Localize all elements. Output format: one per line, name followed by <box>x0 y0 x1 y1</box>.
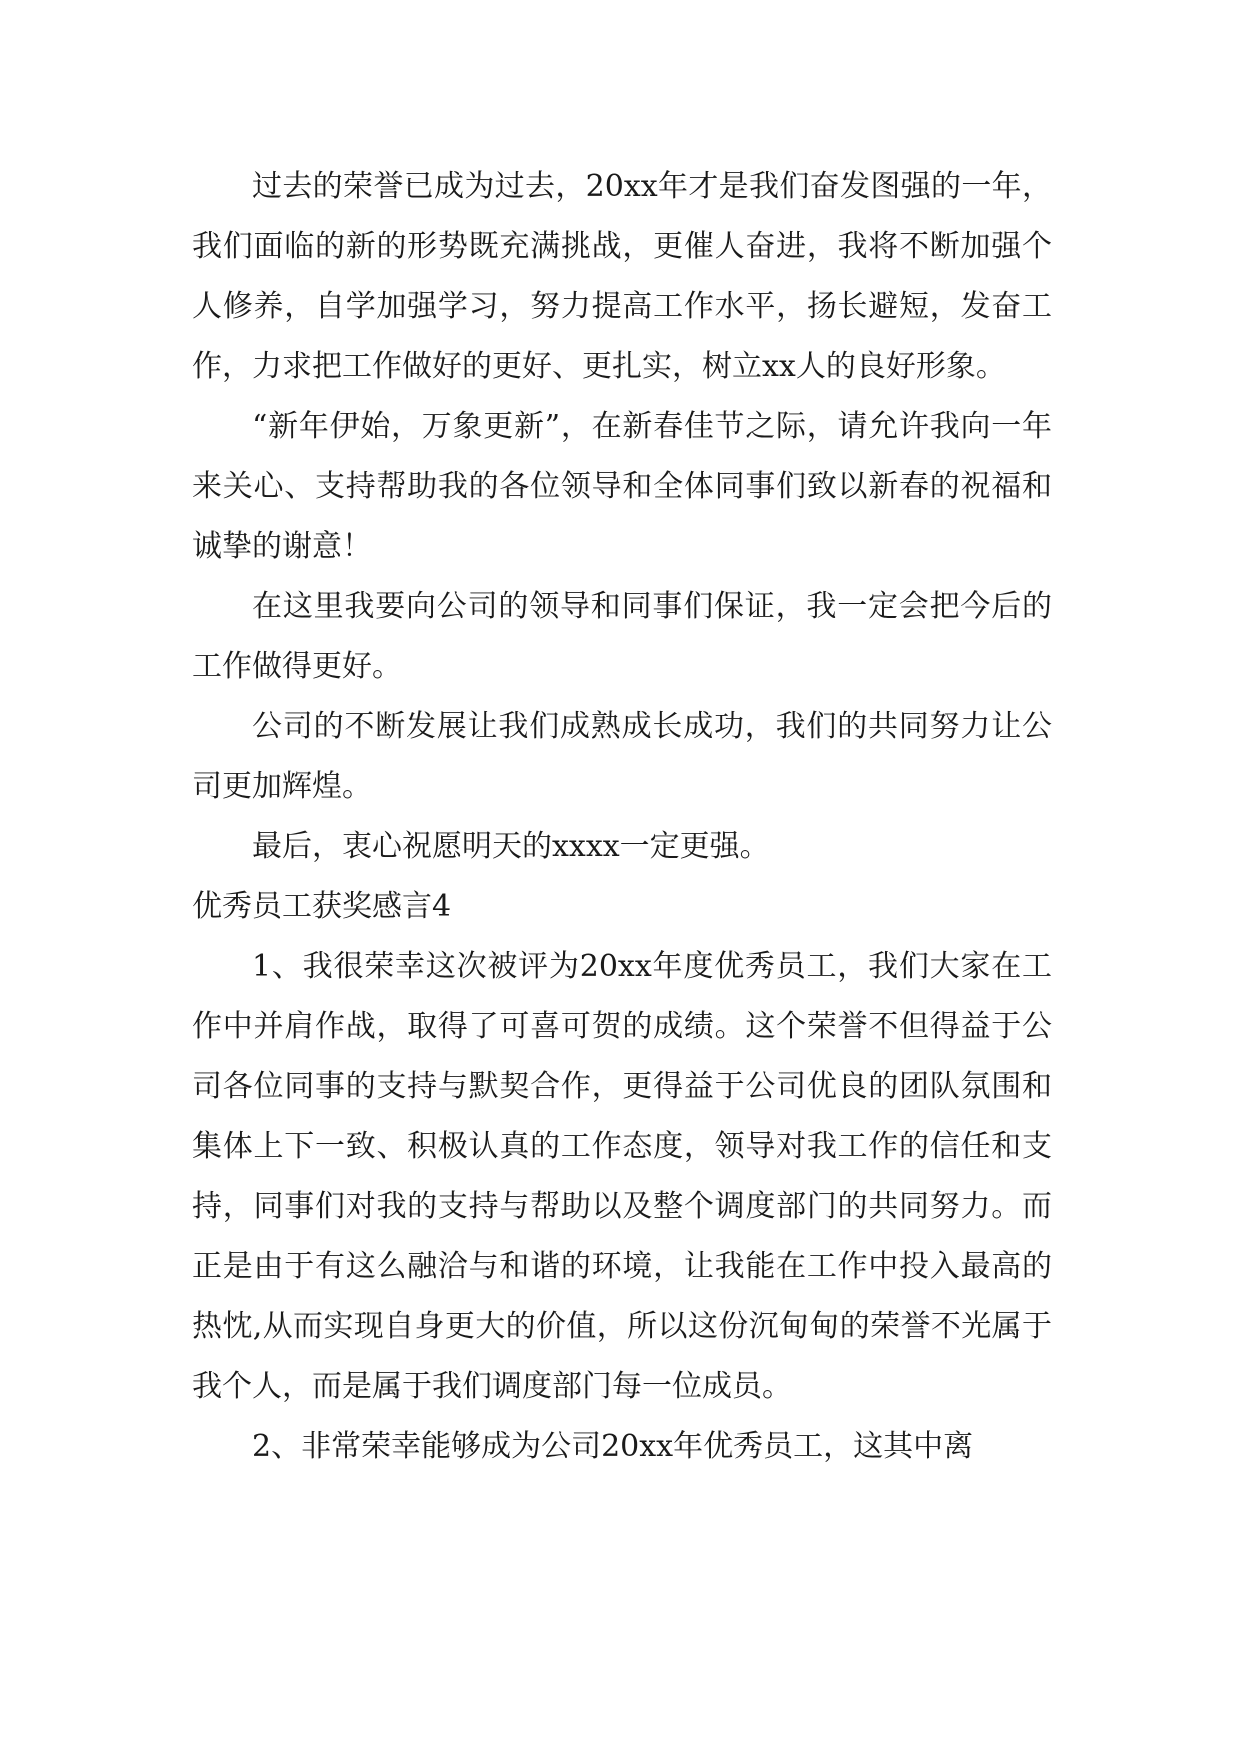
section-heading: 优秀员工获奖感言4 <box>192 889 452 924</box>
paragraph-item-2: 2、非常荣幸能够成为公司20xx年优秀员工，这其中离 <box>252 1429 974 1464</box>
paragraph-closing-wish: 最后，衷心祝愿明天的xxxx一定更强。 <box>252 829 770 864</box>
paragraph-company-growth: 公司的不断发展让我们成熟成长成功，我们的共同努力让公司更加辉煌。 <box>192 709 1052 804</box>
paragraph-promise: 在这里我要向公司的领导和同事们保证，我一定会把今后的工作做得更好。 <box>192 589 1052 684</box>
paragraph-new-year-greeting: “新年伊始，万象更新”，在新春佳节之际，请允许我向一年来关心、支持帮助我的各位领导和全体同事们致以新春的祝福和诚挚的谢意！ <box>192 409 1052 564</box>
paragraph-item-1: 1、我很荣幸这次被评为20xx年度优秀员工，我们大家在工作中并肩作战，取得了可喜可贺的成绩。这个荣誉不但得益于公司各位同事的支持与默契合作，更得益于公司优良的团队氛围和集体上下一致、积极认真的工作态度，领导对我工作的信任和支持，同事们对我的支持与帮助以及整个调度部门的共同努力。而正是由于有这么融洽与和谐的环境，让我能在工作中投入最高的热忱,从而实现自身更大的价值，所以这份沉甸甸的荣誉不光属于我个人，而是属于我们调度部门每一位成员。 <box>192 949 1052 1404</box>
document-body <box>192 157 1052 1477</box>
paragraph-honor: 过去的荣誉已成为过去，20xx年才是我们奋发图强的一年，我们面临的新的形势既充满挑战，更催人奋进，我将不断加强个人修养，自学加强学习，努力提高工作水平，扬长避短，发奋工作，力求把工作做好的更好、更扎实，树立xx人的良好形象。 <box>192 169 1052 384</box>
